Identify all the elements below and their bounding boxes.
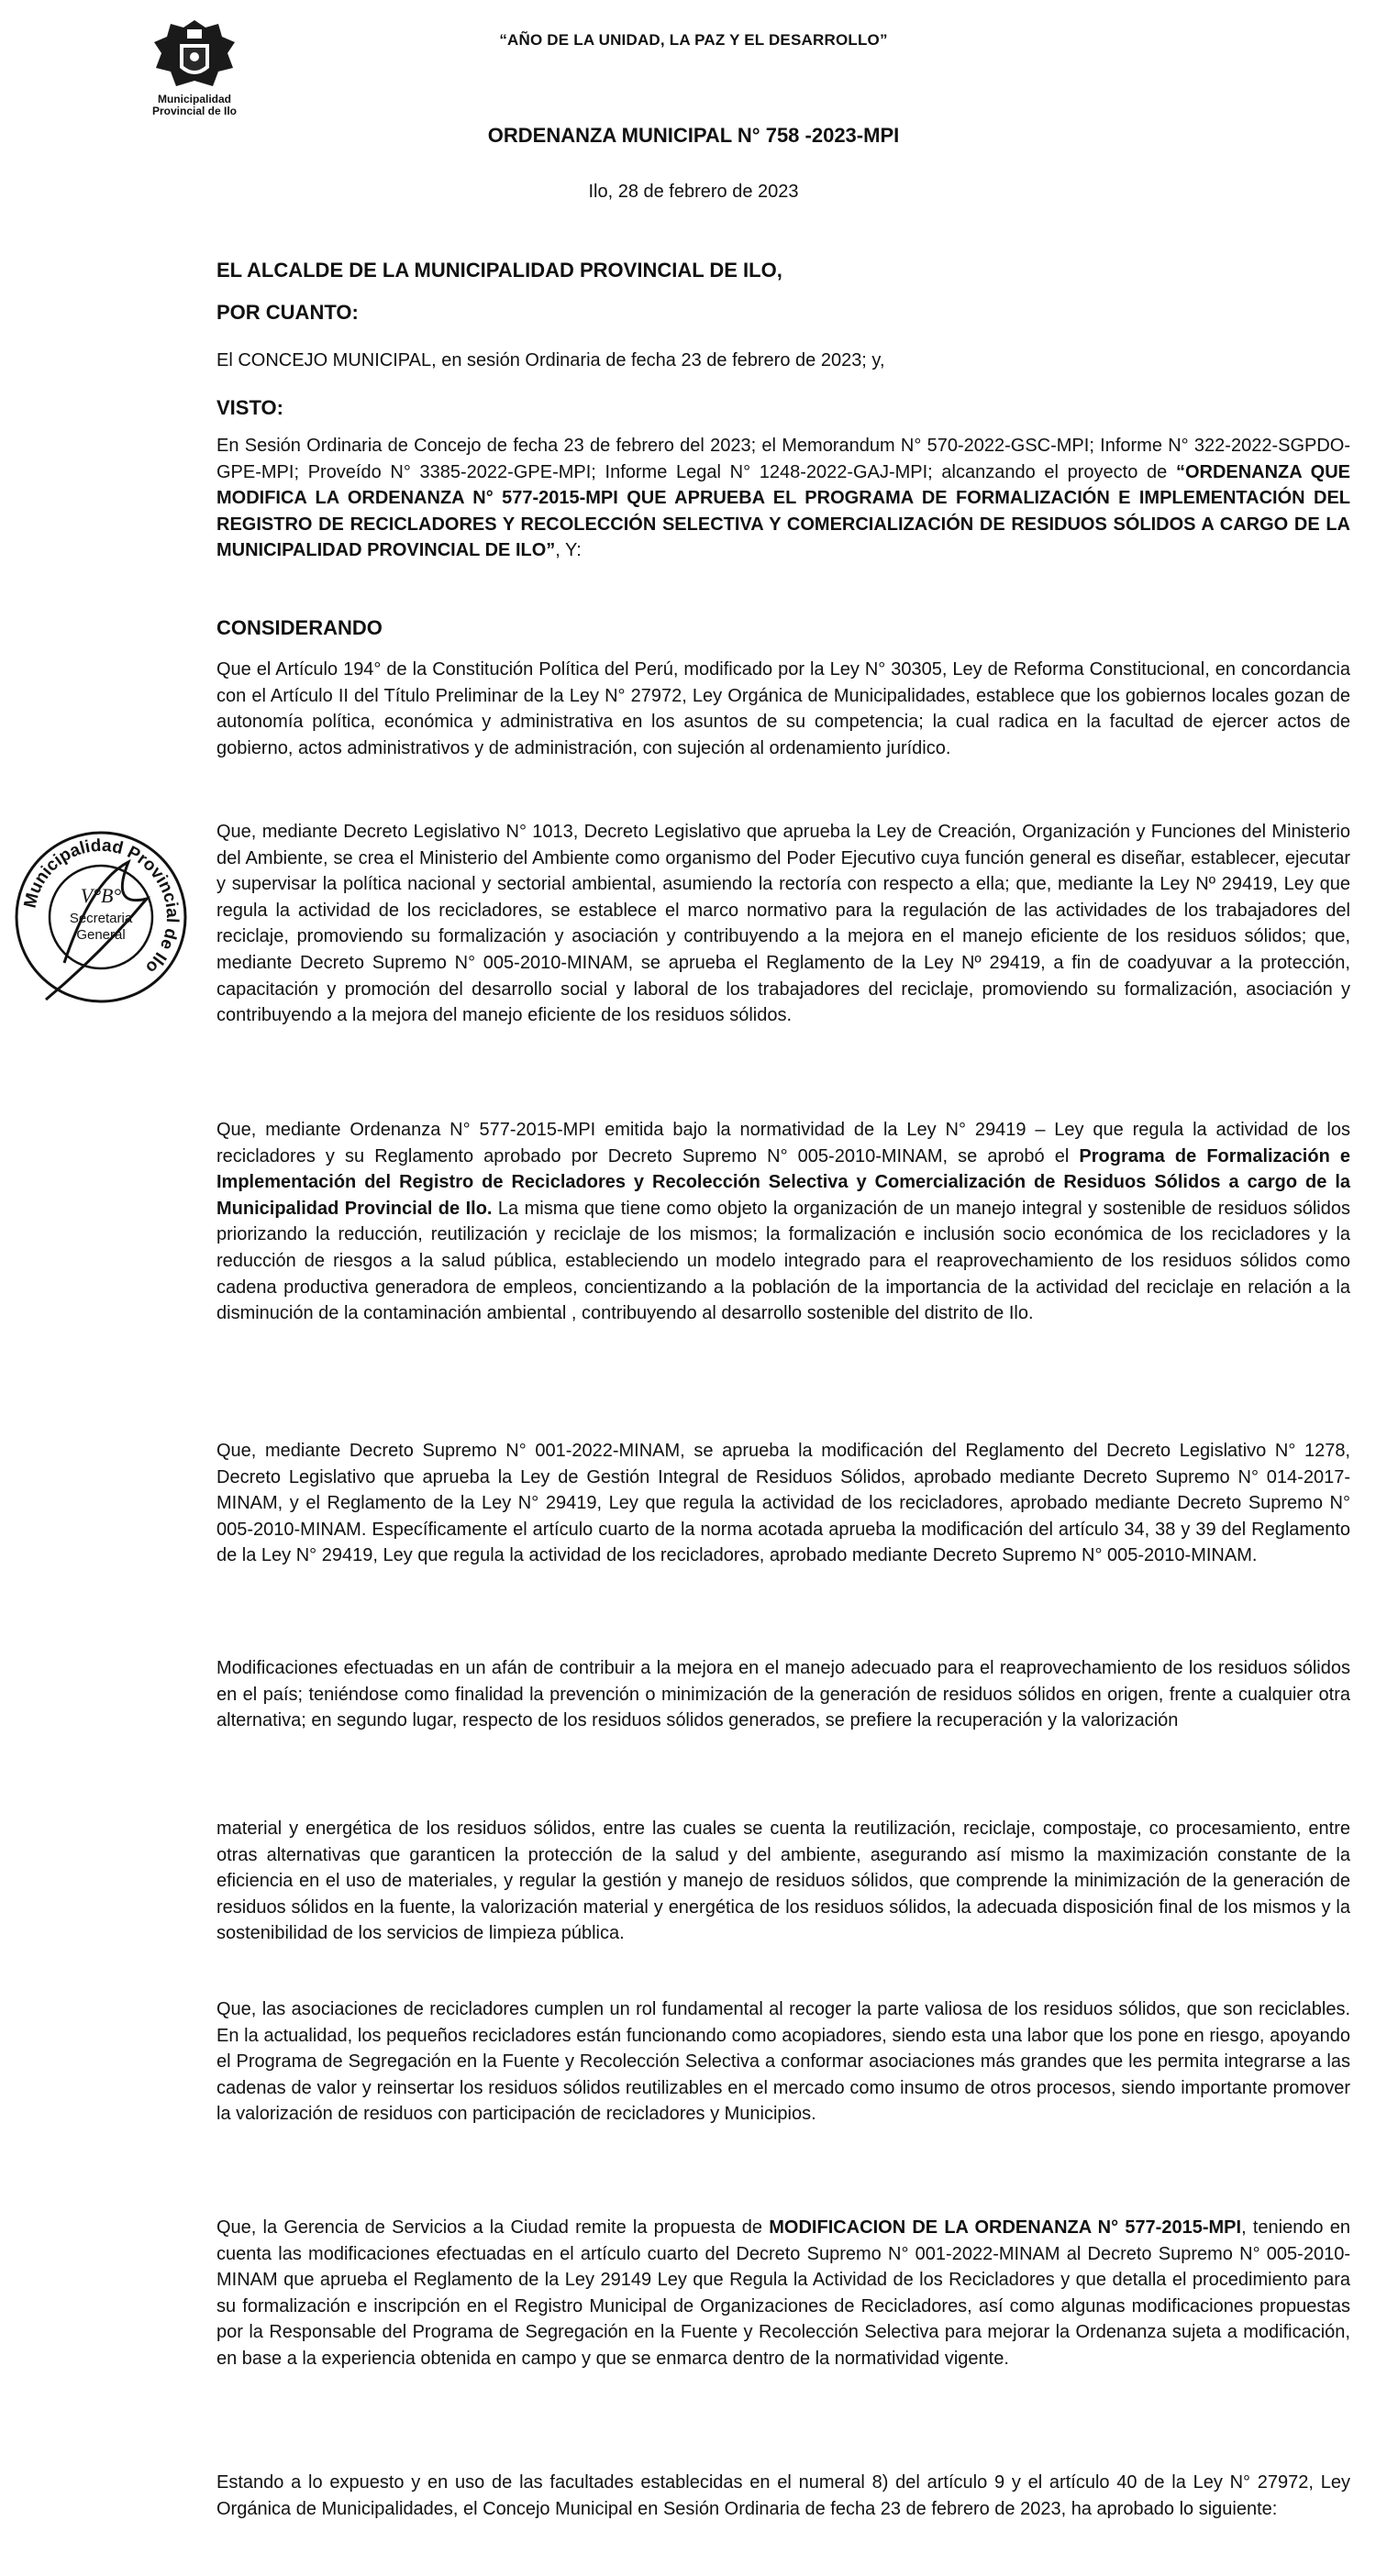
- logo-caption-line1: Municipalidad: [157, 93, 231, 105]
- paragraph-6: material y energética de los residuos sólidos, entre las cuales se cuenta la reutilización, reciclaje, compostaje, co procesamiento, entre otras alternativas que garanticen la protección de la salud y del ambiente, asegurando así mismo la maximización constante de la eficiencia en el uso de materiales, y regular la gestión y manejo de residuos sólidos, que comprende la minimización de la generación de residuos sólidos en la fuente, la valorización material y energética de los residuos sólidos, la adecuada disposición final de los mismos y la sostenibilidad de los servicios de limpieza pública.: [216, 1819, 1350, 1944]
- stamp-secretaria: Secretaria: [69, 911, 133, 926]
- year-motto: “AÑO DE LA UNIDAD, LA PAZ Y EL DESARROLLO”: [499, 31, 888, 49]
- paragraph-1: Que el Artículo 194° de la Constitución Política del Perú, modificado por la Ley N° 30305, Ley de Reforma Constitucional, en concordancia con el Artículo II del Título Preliminar de la Ley N° 27972, Ley Orgánica de Municipalidades, establece que los gobiernos locales gozan de autonomía política, económica y administrativa en los asuntos de su competencia; la cual radica en la facultad de ejercer actos de gobierno, actos administrativos y de administración, con sujeción al ordenamiento jurídico.: [216, 659, 1350, 758]
- ordinance-date: Ilo, 28 de febrero de 2023: [588, 182, 799, 202]
- paragraph-3-body: La misma que tiene como objeto la organización de un manejo integral y sostenible de residuos sólidos priorizando la reducción, reutilización y reciclaje de los mismos; la formalización e inclusión socio económica de los recicladores y la reducción de riesgos a la salud pública, estableciendo un modelo integrado para el reaprovechamiento de los residuos sólidos como cadena productiva generadora de empleos, concientizando a la población de la importancia de la actividad del reciclaje en relación a la disminución de la contaminación ambiental , contribuyendo al desarrollo sostenible del distrito de Ilo.: [216, 1198, 1350, 1324]
- alcalde-heading: EL ALCALDE DE LA MUNICIPALIDAD PROVINCIAL DE ILO,: [216, 259, 782, 282]
- paragraph-9: Estando a lo expuesto y en uso de las facultades establecidas en el numeral 8) del artículo 9 y el artículo 40 de la Ley N° 27972, Ley Orgánica de Municipalidades, el Concejo Municipal en Sesión Ordinaria de fecha 23 de febrero de 2023, ha aprobado lo siguiente:: [216, 2472, 1350, 2519]
- visto-tail: , Y:: [555, 540, 582, 561]
- paragraph-3-program: Programa de Formalización e Implementación del Registro de Recicladores y Recolección Selectiva y Comercialización de Residuos Sólidos a cargo de la Municipalidad Provincial de Ilo.: [216, 1145, 1351, 1219]
- logo-caption: [138, 94, 251, 117]
- stamp-vobo: V°B°: [80, 884, 122, 907]
- logo-caption-line2: Provincial de Ilo: [151, 105, 238, 117]
- stamp-general: General: [76, 927, 126, 943]
- paragraph-7: Que, las asociaciones de recicladores cumplen un rol fundamental al recoger la parte valiosa de los residuos sólidos, que son reciclables. En la actualidad, los pequeños recicladores están funcionando como acopiadores, siendo esta una labor que los pone en riesgo, apoyando el Programa de Segregación en la Fuente y Recolección Selectiva a conformar asociaciones más grandes que les permita integrarse a las cadenas de valor y reinsertar los residuos sólidos reutilizables en el mercado como insumo de otros procesos, siendo importante promover la valorización de residuos con participación de recicladores y Municipios.: [216, 1999, 1350, 2125]
- visto-ordinance-name: “ORDENANZA QUE MODIFICA LA ORDENANZA N° 577-2015-MPI QUE APRUEBA EL PROGRAMA DE FORMALIZACIÓN E IMPLEMENTACIÓN DEL REGISTRO DE RECICLADORES Y RECOLECCIÓN SELECTIVA Y COMERCIALIZACIÓN DE RESIDUOS SÓLIDOS A CARGO DE LA MUNICIPALIDAD PROVINCIAL DE ILO”: [216, 461, 1350, 561]
- municipal-logo: [147, 17, 242, 102]
- stamp-seal-icon: [9, 825, 193, 1009]
- visto-text: En Sesión Ordinaria de Concejo de fecha 23 de febrero del 2023; el Memorandum N° 570-2022-GSC-MPI; Informe N° 322-2022-SGPDO-GPE-MPI; Proveído N° 3385-2022-GPE-MPI; Informe Legal N° 1248-2022-GAJ-MPI; alcanzando el proyecto de: [216, 436, 1350, 482]
- paragraph-3-intro: Que, mediante Ordenanza N° 577-2015-MPI emitida bajo la normatividad de la Ley N° 29419 – Ley que regula la actividad de los recicladores y su Reglamento aprobado por Decreto Supremo N° 005-2010-MINAM, se aprobó el: [216, 1120, 1350, 1166]
- paragraph-8-intro: Que, la Gerencia de Servicios a la Ciudad remite la propuesta de: [216, 2217, 770, 2238]
- considerando-heading: CONSIDERANDO: [216, 616, 383, 639]
- por-cuanto-heading: POR CUANTO:: [216, 301, 359, 324]
- paragraph-3: [216, 1117, 1350, 1327]
- paragraph-8-modification: MODIFICACION DE LA ORDENANZA N° 577-2015-MPI: [769, 2217, 1242, 2238]
- paragraph-8-body: , teniendo en cuenta las modificaciones efectuadas en el artículo cuarto del Decreto Supremo N° 001-2022-MINAM al Decreto Supremo N° 005-2010-MINAM que aprueba el Reglamento de la Ley 29149 Ley que Regula la Actividad de los Recicladores y que detalla el procedimiento para su formalización e inscripción en el Registro Municipal de Organizaciones de Recicladores, así como algunas modificaciones propuestas por la Responsable del Programa de Segregación en la Fuente y Recolección Selectiva para mejorar la Ordenanza sujeta a modificación, en base a la experiencia obtenida en campo y que se enmarca dentro de la normatividad vigente.: [216, 2217, 1351, 2369]
- ordinance-title: ORDENANZA MUNICIPAL N° 758 -2023-MPI: [487, 124, 900, 147]
- paragraph-4: Que, mediante Decreto Supremo N° 001-2022-MINAM, se aprueba la modificación del Reglamento del Decreto Legislativo N° 1278, Decreto Legislativo que aprueba la Ley de Gestión Integral de Residuos Sólidos, aprobado mediante Decreto Supremo N° 014-2017-MINAM, y el Reglamento de la Ley N° 29419, Ley que regula la actividad de los recicladores, aprobado mediante Decreto Supremo N° 005-2010-MINAM. Específicamente el artículo cuarto de la norma acotada aprueba la modificación del artículo 34, 38 y 39 del Reglamento de la Ley N° 29419, Ley que regula la actividad de los recicladores, aprobado mediante Decreto Supremo N° 005-2010-MINAM.: [216, 1441, 1350, 1566]
- paragraph-8: [216, 2215, 1350, 2372]
- visto-heading: VISTO:: [216, 396, 283, 419]
- paragraph-2: Que, mediante Decreto Legislativo N° 1013, Decreto Legislativo que aprueba la Ley de Creación, Organización y Funciones del Ministerio del Ambiente, se crea el Ministerio del Ambiente como organismo del Poder Ejecutivo cuya función general es diseñar, establecer, ejecutar y supervisar la política nacional y sectorial ambiental, asumiendo la rectoría con respecto a ella; que, mediante la Ley Nº 29419, Ley que regula la actividad de los recicladores, se establece el marco normativo para la regulación de las actividades de los trabajadores del reciclaje, promoviendo su formalización y asociación y contribuyendo a la mejora en el manejo eficiente de los residuos sólidos; que, mediante Decreto Supremo N° 005-2010-MINAM, se aprueba el Reglamento de la Ley Nº 29419, a fin de coadyuvar a la protección, capacitación y promoción del desarrollo social y laboral de los trabajadores del reciclaje, promoviendo su formalización, asociación y contribuyendo a la mejora del manejo eficiente de los residuos sólidos.: [216, 822, 1350, 1026]
- stamp-ring-text: Municipalidad Provincial de Ilo: [20, 835, 183, 978]
- paragraph-5: Modificaciones efectuadas en un afán de contribuir a la mejora en el manejo adecuado para el reaprovechamiento de los residuos sólidos en el país; teniéndose como finalidad la prevención o minimización de la generación de residuos sólidos en origen, frente a cualquier otra alternativa; en segundo lugar, respecto de los residuos sólidos generados, se prefiere la recuperación y la valorización: [216, 1658, 1350, 1731]
- visto-paragraph: [216, 433, 1350, 564]
- secretaria-general-stamp: [9, 825, 193, 1009]
- coat-of-arms-icon: [147, 17, 242, 97]
- concejo-line: El CONCEJO MUNICIPAL, en sesión Ordinaria de fecha 23 de febrero de 2023; y,: [216, 350, 885, 370]
